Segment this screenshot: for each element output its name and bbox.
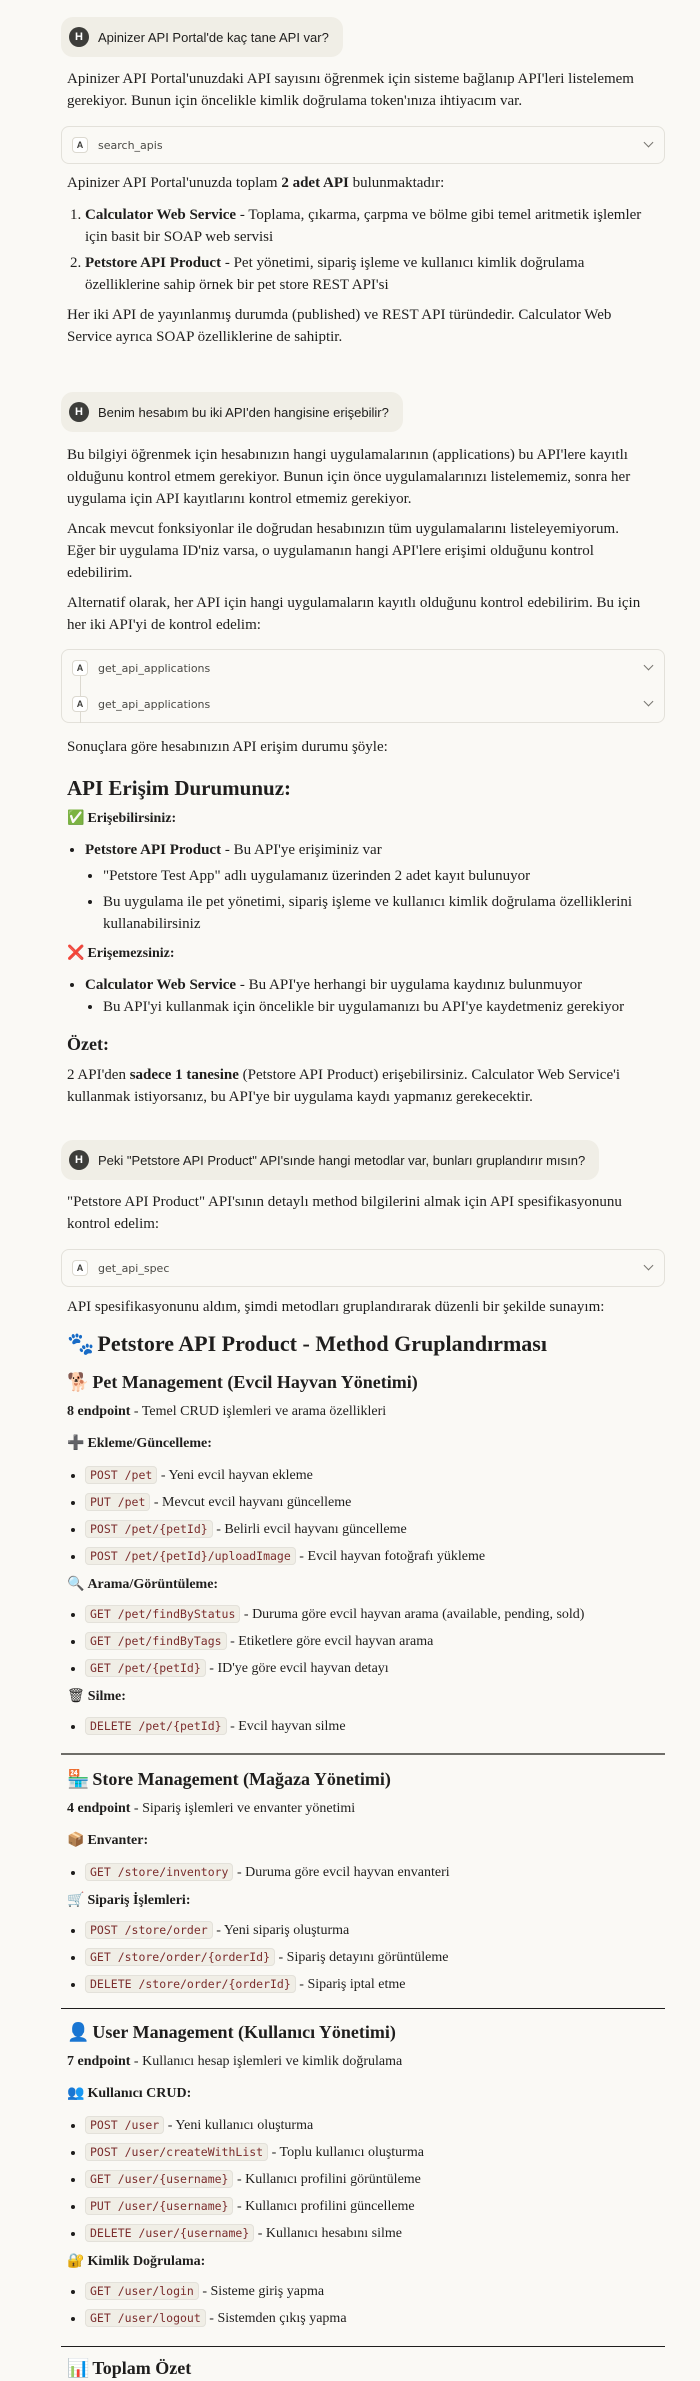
endpoint-code: POST /user [85, 2116, 164, 2134]
summary-heading: Özet: [67, 1034, 109, 1054]
endpoint-list [67, 1919, 647, 1996]
plus-icon: ➕ [67, 1435, 85, 1451]
lock-key-icon: 🔐 [67, 2253, 85, 2269]
endpoint-item: • DELETE /user/{username} - Kullanıcı hesabını silme [85, 2222, 647, 2245]
user-avatar: H [69, 1150, 89, 1170]
assistant-text: API spesifikasyonunu aldım, şimdi metodları gruplandırarak düzenli bir şekilde sunayım: [67, 1299, 605, 1315]
section-heading: 👥 Kullanıcı CRUD: [67, 2085, 192, 2101]
magnifier-icon: 🔍 [67, 1576, 85, 1592]
divider [61, 2008, 665, 2009]
group-heading: 👤 User Management (Kullanıcı Yönetimi) [67, 2022, 396, 2043]
assistant-text: "Petstore API Product" API'sının detaylı method bilgilerini almak için API spesifikasyonunu kontrol edelim: [67, 1194, 622, 1232]
endpoint-item: • GET /user/login - Sisteme giriş yapma [85, 2280, 647, 2303]
tool-call-search-apis[interactable] [61, 126, 665, 164]
trash-icon: 🗑 [67, 1688, 85, 1704]
user-message [61, 17, 343, 57]
endpoint-code: POST /pet/{petId} [85, 1520, 213, 1538]
users-icon: 👥 [67, 2085, 85, 2101]
endpoint-code: GET /store/inventory [85, 1863, 233, 1881]
endpoint-item: • POST /user - Yeni kullanıcı oluşturma [85, 2114, 647, 2137]
chevron-down-icon[interactable] [644, 661, 654, 671]
section-heading: 🛒 Sipariş İşlemleri: [67, 1892, 191, 1908]
assistant-text: Her iki API de yayınlanmış durumda (published) ve REST API türündedir. Calculator Web Service ayrıca SOAP özelliklerine de sahiptir. [67, 307, 612, 345]
tool-name: get_api_spec [98, 1261, 170, 1275]
list-item: • Bu API'yi kullanmak için öncelikle bir uygulamanızı bu API'ye kaydetmeniz gerekiyor [103, 996, 647, 1018]
endpoint-code: DELETE /pet/{petId} [85, 1717, 227, 1735]
group-desc: 4 endpoint - Sipariş işlemleri ve envanter yönetimi [67, 1801, 356, 1816]
endpoint-code: PUT /pet [85, 1493, 150, 1511]
user-message [61, 392, 403, 432]
group-pet-management [67, 1370, 647, 1742]
endpoint-item: • GET /user/{username} - Kullanıcı profilini görüntüleme [85, 2168, 647, 2191]
assistant-text: Apinizer API Portal'unuzdaki API sayısını öğrenmek için sisteme bağlanıp API'leri listelemem gerekiyor. Bunun için öncelikle kimlik doğrulama token'ınıza ihtiyacım var. [67, 71, 634, 109]
tool-call-get-api-applications[interactable] [62, 650, 664, 686]
endpoint-code: GET /user/logout [85, 2309, 206, 2327]
tool-name: get_api_applications [98, 661, 211, 675]
endpoint-code: GET /store/order/{orderId} [85, 1948, 275, 1966]
check-icon: ✅ [67, 810, 85, 826]
assistant-text: Alternatif olarak, her API için hangi uygulamaların kayıtlı olduğunu kontrol edebilirim. Bu için her iki API'yi de kontrol edelim: [67, 595, 641, 633]
endpoint-code: POST /store/order [85, 1921, 213, 1939]
bar-chart-icon: 📊 [67, 2358, 90, 2379]
endpoint-item: • GET /user/logout - Sistemden çıkış yapma [85, 2307, 647, 2330]
assistant-text: Sonuçlara göre hesabınızın API erişim durumu şöyle: [67, 739, 388, 755]
list-item: • Calculator Web Service - Bu API'ye herhangi bir uygulama kaydınız bulunmuyor • Bu API'yi kullanmak için öncelikle bir uygulamanızı bu API'ye kaydetmeniz gerekiyor [85, 974, 647, 1018]
endpoint-item: • POST /store/order - Yeni sipariş oluşturma [85, 1919, 647, 1942]
assistant-text: Apinizer API Portal'unuzda toplam 2 adet API bulunmaktadır: [67, 175, 445, 191]
tool-call-get-api-applications[interactable] [62, 686, 664, 722]
group-heading: 🐕 Pet Management (Evcil Hayvan Yönetimi) [67, 1372, 418, 1393]
endpoint-item: • GET /pet/findByStatus - Duruma göre evcil hayvan arama (available, pending, sold) [85, 1603, 647, 1626]
endpoint-item: • PUT /pet - Mevcut evcil hayvanı güncelleme [85, 1491, 647, 1514]
assistant-text: 2 API'den sadece 1 tanesine (Petstore API Product) erişebilirsiniz. Calculator Web Service'i kullanmak istiyorsanız, bu API'ye bir uygulama kaydı yapmanız gerekecektir. [67, 1067, 620, 1105]
api-list [67, 204, 647, 296]
assistant-text: Ancak mevcut fonksiyonlar ile doğrudan hesabınızın tüm uygulamalarını listeleyemiyorum. Eğer bir uygulama ID'niz varsa, o uygulamanın hangi API'lere erişimi olduğunu kontrol edebilirim. [67, 521, 619, 581]
denied-list [67, 974, 647, 1018]
chevron-down-icon[interactable] [644, 697, 654, 707]
chevron-down-icon[interactable] [644, 138, 654, 148]
endpoint-code: GET /pet/{petId} [85, 1659, 206, 1677]
endpoint-code: DELETE /user/{username} [85, 2224, 254, 2242]
total-summary-heading: 📊 Toplam Özet [67, 2358, 192, 2379]
dog-icon: 🐕 [67, 1372, 90, 1393]
endpoint-item: • POST /pet/{petId} - Belirli evcil hayvanı güncelleme [85, 1518, 647, 1541]
store-icon: 🏪 [67, 1769, 90, 1790]
list-item: 1. Calculator Web Service - Toplama, çıkarma, çarpma ve bölme gibi temel aritmetik işlemler için basit bir SOAP web servisi [85, 204, 647, 248]
user-message-text: Peki "Petstore API Product" API'sınde hangi metodlar var, bunları gruplandırır mısın? [98, 1152, 586, 1168]
tool-icon: A [72, 696, 88, 712]
endpoint-item: • GET /store/order/{orderId} - Sipariş detayını görüntüleme [85, 1946, 647, 1969]
section-heading: 🗑 Silme: [67, 1688, 126, 1704]
section-heading: 📦 Envanter: [67, 1832, 149, 1848]
doc-title: 🐾 Petstore API Product - Method Gruplandırması [67, 1331, 547, 1357]
endpoint-code: POST /pet [85, 1466, 157, 1484]
user-message-text: Apinizer API Portal'de kaç tane API var? [98, 29, 329, 45]
tool-icon: A [72, 137, 88, 153]
assistant-text: Bu bilgiyi öğrenmek için hesabınızın hangi uygulamalarının (applications) bu API'lere kayıtlı olduğunu kontrol etmem gerekiyor. Bunun için önce uygulamalarınızı listelememiz, sonra her uygulama için API kayıtlarını kontrol etmemiz gerekiyor. [67, 447, 631, 507]
endpoint-item: • POST /pet/{petId}/uploadImage - Evcil hayvan fotoğrafı yükleme [85, 1545, 647, 1568]
endpoint-code: GET /user/login [85, 2282, 199, 2300]
denied-heading: ❌ Erişemezsiniz: [67, 945, 175, 961]
user-avatar: H [69, 402, 89, 422]
list-item: • Bu uygulama ile pet yönetimi, sipariş işleme ve kullanıcı kimlik doğrulama özelliklerini kullanabilirsiniz [103, 891, 647, 935]
tool-call-get-api-spec[interactable] [61, 1249, 665, 1287]
list-item: 2. Petstore API Product - Pet yönetimi, sipariş işleme ve kullanıcı kimlik doğrulama özelliklerine sahip örnek bir pet store REST API'si [85, 252, 647, 296]
list-item: • "Petstore Test App" adlı uygulamanız üzerinden 2 adet kayıt bulunuyor [103, 865, 647, 887]
group-desc: 7 endpoint - Kullanıcı hesap işlemleri ve kimlik doğrulama [67, 2054, 403, 2069]
endpoint-list [67, 2280, 647, 2330]
endpoint-list [67, 1464, 647, 1568]
cart-icon: 🛒 [67, 1892, 85, 1908]
paw-prints-icon: 🐾 [67, 1332, 95, 1357]
group-heading: 🏪 Store Management (Mağaza Yönetimi) [67, 1769, 391, 1790]
endpoint-item: • GET /store/inventory - Duruma göre evcil hayvan envanteri [85, 1861, 647, 1884]
user-icon: 👤 [67, 2022, 90, 2043]
divider [61, 1753, 665, 1755]
section-heading: API Erişim Durumunuz: [67, 776, 292, 800]
cross-icon: ❌ [67, 945, 85, 961]
endpoint-item: • DELETE /store/order/{orderId} - Sipariş iptal etme [85, 1973, 647, 1996]
tool-name: get_api_applications [98, 697, 211, 711]
endpoint-list [67, 2114, 647, 2245]
endpoint-code: DELETE /store/order/{orderId} [85, 1975, 296, 1993]
endpoint-code: GET /pet/findByTags [85, 1632, 227, 1650]
endpoint-item: • POST /user/createWithList - Toplu kullanıcı oluşturma [85, 2141, 647, 2164]
endpoint-list [67, 1715, 647, 1738]
endpoint-code: PUT /user/{username} [85, 2197, 233, 2215]
accessible-list [67, 839, 647, 935]
endpoint-code: GET /user/{username} [85, 2170, 233, 2188]
endpoint-item: • POST /pet - Yeni evcil hayvan ekleme [85, 1464, 647, 1487]
group-store-management [67, 1767, 647, 2000]
endpoint-code: POST /user/createWithList [85, 2143, 268, 2161]
tool-icon: A [72, 660, 88, 676]
endpoint-list [67, 1861, 647, 1884]
endpoint-list [67, 1603, 647, 1680]
user-message [61, 1140, 599, 1180]
chevron-down-icon[interactable] [644, 1261, 654, 1271]
section-heading: ➕ Ekleme/Güncelleme: [67, 1435, 212, 1451]
endpoint-item: • PUT /user/{username} - Kullanıcı profilini güncelleme [85, 2195, 647, 2218]
endpoint-item: • GET /pet/findByTags - Etiketlere göre evcil hayvan arama [85, 1630, 647, 1653]
section-heading: 🔍 Arama/Görüntüleme: [67, 1576, 219, 1592]
divider [61, 2346, 665, 2347]
section-heading: 🔐 Kimlik Doğrulama: [67, 2253, 206, 2269]
list-item: • Petstore API Product - Bu API'ye erişiminiz var • "Petstore Test App" adlı uygulamanız üzerinden 2 adet kayıt bulunuyor • Bu uygulama ile pet yönetimi, sipariş işleme ve kullanıcı kimlik doğrulama özelliklerini kullanabilirsiniz [85, 839, 647, 935]
tool-name: search_apis [98, 138, 163, 152]
group-desc: 8 endpoint - Temel CRUD işlemleri ve arama özellikleri [67, 1404, 387, 1419]
user-avatar: H [69, 27, 89, 47]
group-user-management [67, 2020, 647, 2334]
endpoint-code: POST /pet/{petId}/uploadImage [85, 1547, 296, 1565]
endpoint-code: GET /pet/findByStatus [85, 1605, 240, 1623]
endpoint-item: • DELETE /pet/{petId} - Evcil hayvan silme [85, 1715, 647, 1738]
endpoint-item: • GET /pet/{petId} - ID'ye göre evcil hayvan detayı [85, 1657, 647, 1680]
accessible-heading: ✅ Erişebilirsiniz: [67, 810, 177, 826]
user-message-text: Benim hesabım bu iki API'den hangisine erişebilir? [98, 404, 389, 420]
package-icon: 📦 [67, 1832, 85, 1848]
tool-call-group [61, 649, 665, 723]
tool-icon: A [72, 1260, 88, 1276]
